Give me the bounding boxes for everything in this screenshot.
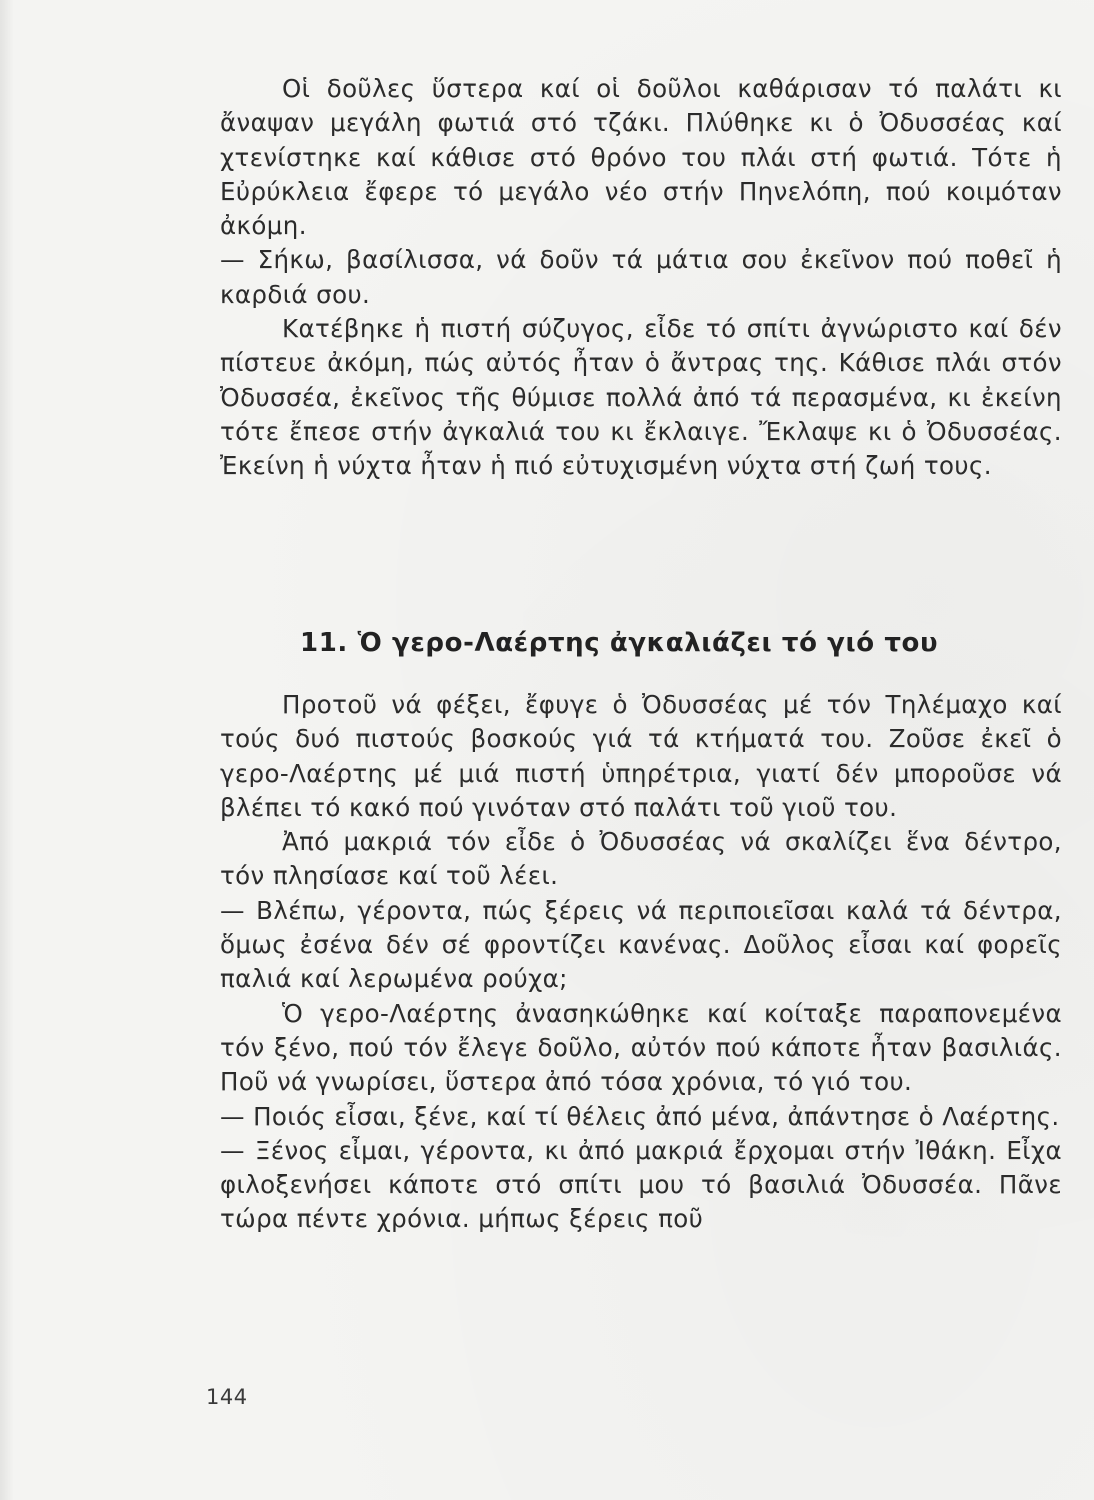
paragraph-6: — Βλέπω, γέροντα, πώς ξέρεις νά περιποιεῖσαι καλά τά δέντρα, ὅμως ἐσένα δέν σέ φροντίζει κανένας. Δοῦλος εἶσαι καί φορεῖς παλιά καί λερωμένα ρούχα; bbox=[220, 895, 1062, 994]
paragraph-1: Οἱ δοῦλες ὕστερα καί οἱ δοῦλοι καθάρισαν τό παλάτι κι ἄναψαν μεγάλη φωτιά στό τζάκι. Πλύθηκε κι ὁ Ὀδυσσέας καί χτενίστηκε καί κάθισε στό θρόνο του πλάι στή φωτιά. Τότε ἡ Εὐρύκλεια ἔφερε τό μεγάλο νέο στήν Πηνελόπη, πού κοιμόταν ἀκόμη. bbox=[220, 74, 1062, 241]
chapter-heading: 11. Ὁ γερο-Λαέρτης ἀγκαλιάζει τό γιό του bbox=[300, 628, 939, 658]
paragraph-5: Ἀπό μακριά τόν εἶδε ὁ Ὀδυσσέας νά σκαλίζει ἕνα δέντρο, τόν πλησίασε καί τοῦ λέει. bbox=[220, 827, 1062, 891]
bottom-text-block bbox=[220, 688, 1062, 1237]
page-number: 144 bbox=[206, 1385, 248, 1409]
top-text-block bbox=[220, 72, 1062, 484]
paragraph-8: — Ποιός εἶσαι, ξένε, καί τί θέλεις ἀπό μένα, ἀπάντησε ὁ Λαέρτης. bbox=[220, 1101, 1060, 1131]
paragraph-2: — Σήκω, βασίλισσα, νά δοῦν τά μάτια σου ἐκεῖνον πού ποθεῖ ἡ καρδιά σου. bbox=[220, 245, 1062, 309]
binding-shadow bbox=[0, 0, 14, 1500]
paragraph-3: Κατέβηκε ἡ πιστή σύζυγος, εἶδε τό σπίτι ἀγνώριστο καί δέν πίστευε ἀκόμη, πώς αὐτός ἦταν ὁ ἄντρας της. Κάθισε πλάι στόν Ὀδυσσέα, ἐκεῖνος τῆς θύμισε πολλά ἀπό τά περασμένα, κι ἐκείνη τότε ἔπεσε στήν ἀγκαλιά του κι ἔκλαιγε. Ἔκλαψε κι ὁ Ὀδυσσέας. Ἐκείνη ἡ νύχτα ἦταν ἡ πιό εὐτυχισμένη νύχτα στή ζωή τους. bbox=[220, 314, 1062, 481]
paragraph-7: Ὁ γερο-Λαέρτης ἀνασηκώθηκε καί κοίταξε παραπονεμένα τόν ξένο, πού τόν ἔλεγε δοῦλο, αὐτόν πού κάποτε ἦταν βασιλιάς. Ποῦ νά γνωρίσει, ὕστερα ἀπό τόσα χρόνια, τό γιό του. bbox=[220, 998, 1062, 1097]
paragraph-4: Προτοῦ νά φέξει, ἔφυγε ὁ Ὀδυσσέας μέ τόν Τηλέμαχο καί τούς δυό πιστούς βοσκούς γιά τά κτήματά του. Ζοῦσε ἐκεῖ ὁ γερο-Λαέρτης μέ μιά πιστή ὑπηρέτρια, γιατί δέν μποροῦσε νά βλέπει τό κακό πού γινόταν στό παλάτι τοῦ γιοῦ του. bbox=[220, 690, 1062, 822]
paragraph-9: — Ξένος εἶμαι, γέροντα, κι ἀπό μακριά ἔρχομαι στήν Ἰθάκη. Εἶχα φιλοξενήσει κάποτε στό σπίτι μου τό βασιλιά Ὀδυσσέα. Πᾶνε τώρα πέντε χρόνια. μήπως ξέρεις ποῦ bbox=[220, 1135, 1062, 1234]
